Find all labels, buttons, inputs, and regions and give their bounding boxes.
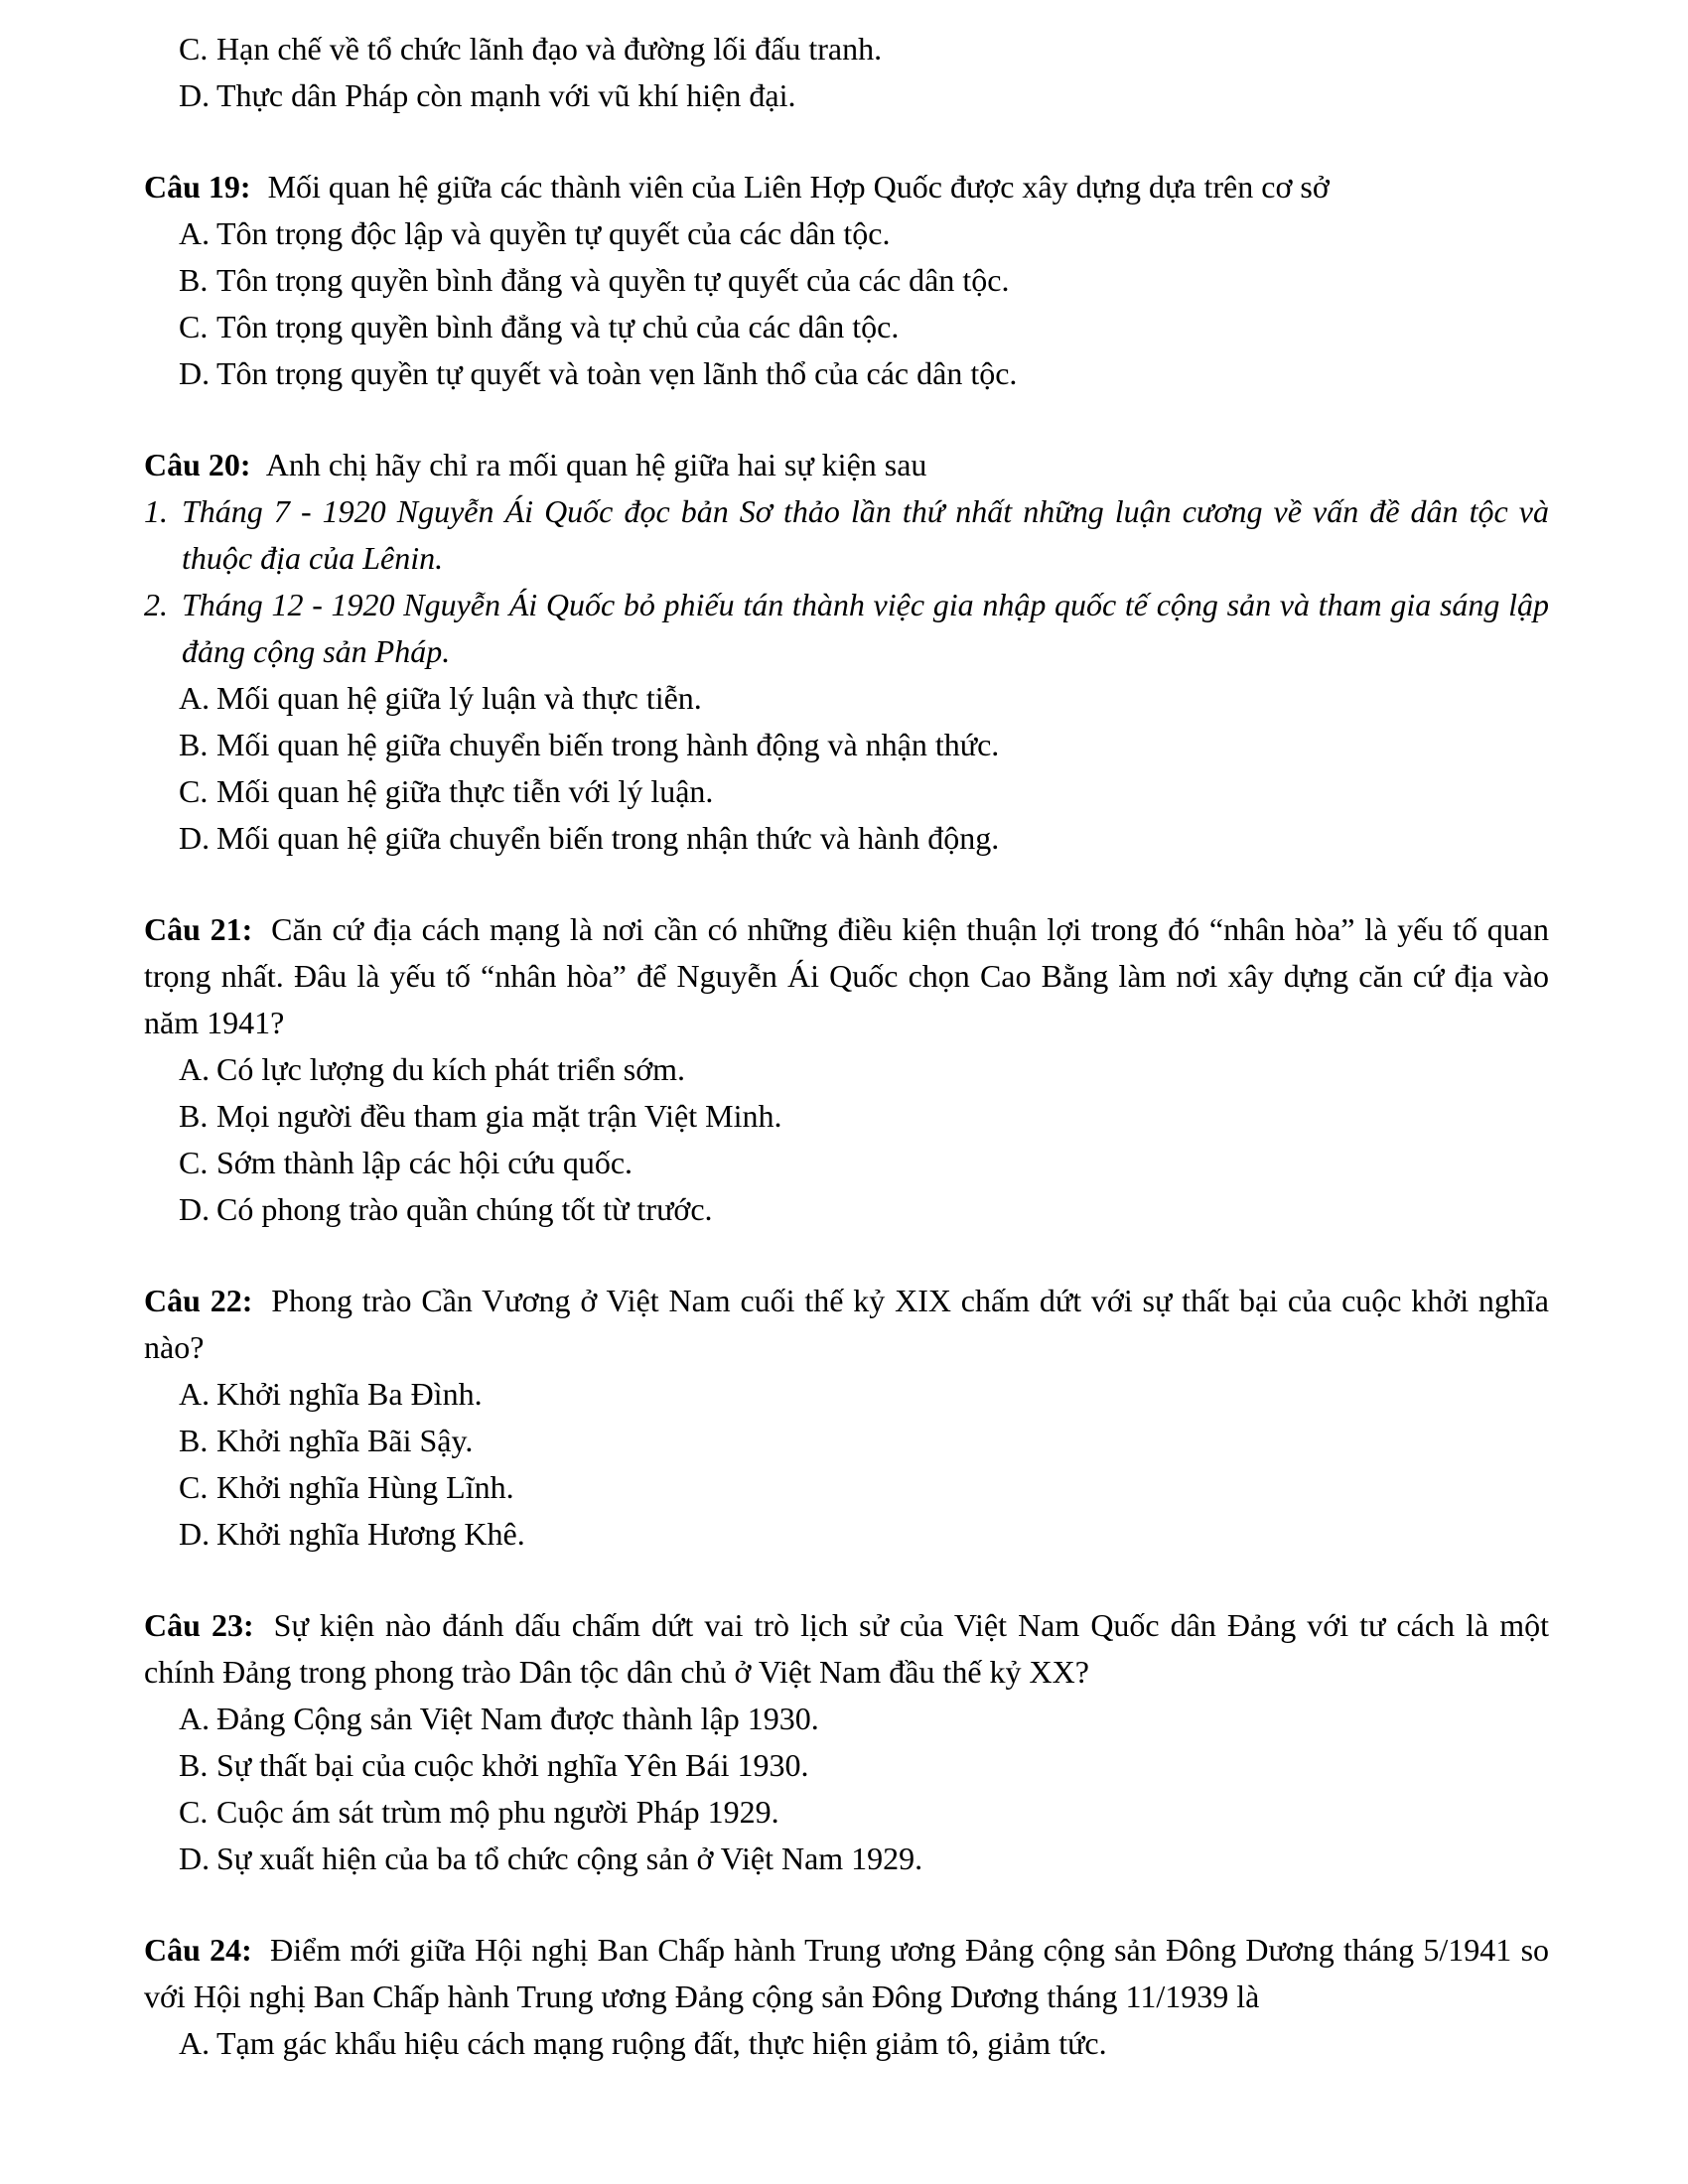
option-text: Có lực lượng du kích phát triển sớm. [216, 1051, 686, 1087]
option-text: Tôn trọng độc lập và quyền tự quyết của các dân tộc. [216, 215, 891, 251]
option-letter: B. [179, 262, 209, 298]
question-22 [144, 1278, 1549, 1558]
option-text: Khởi nghĩa Bãi Sậy. [216, 1423, 474, 1458]
option-text: Mối quan hệ giữa thực tiễn với lý luận. [216, 773, 714, 809]
question-21 [144, 906, 1549, 1233]
question-22-text: Phong trào Cần Vương ở Việt Nam cuối thế kỷ XIX chấm dứt với sự thất bại của cuộc khởi nghĩa nào? [144, 1283, 1550, 1365]
question-20-label: Câu 20: [144, 447, 251, 482]
option-text: Mối quan hệ giữa chuyển biến trong hành động và nhận thức. [216, 727, 1000, 762]
option-letter: B. [179, 1747, 209, 1783]
question-22-option-c [144, 1464, 1549, 1511]
event-number: 2. [144, 587, 168, 622]
question-23-label: Câu 23: [144, 1607, 254, 1643]
option-text: Khởi nghĩa Hùng Lĩnh. [216, 1469, 514, 1505]
question-24 [144, 1927, 1549, 2067]
option-text: Sớm thành lập các hội cứu quốc. [216, 1145, 633, 1180]
question-20-option-a [144, 675, 1549, 722]
option-text: Hạn chế về tổ chức lãnh đạo và đường lối đấu tranh. [216, 31, 883, 67]
question-23-option-b [144, 1742, 1549, 1789]
question-24-text: Điểm mới giữa Hội nghị Ban Chấp hành Trung ương Đảng cộng sản Đông Dương tháng 5/1941 so với Hội nghị Ban Chấp hành Trung ương Đảng cộng sản Đông Dương tháng 11/1939 là [144, 1932, 1550, 2014]
option-text: Tôn trọng quyền tự quyết và toàn vẹn lãnh thổ của các dân tộc. [216, 355, 1018, 391]
option-letter: A. [179, 1701, 211, 1736]
question-22-paragraph [144, 1278, 1549, 1371]
question-23-option-d [144, 1836, 1549, 1882]
option-text: Sự thất bại của cuộc khởi nghĩa Yên Bái 1930. [216, 1747, 809, 1783]
option-letter: D. [179, 355, 211, 391]
question-19-option-c [144, 304, 1549, 350]
question-24-label: Câu 24: [144, 1932, 252, 1968]
question-19-option-a [144, 210, 1549, 257]
question-21-option-b [144, 1093, 1549, 1140]
option-letter: A. [179, 1376, 211, 1412]
option-letter: B. [179, 727, 209, 762]
question-19-label: Câu 19: [144, 169, 251, 205]
option-text: Cuộc ám sát trùm mộ phu người Pháp 1929. [216, 1794, 779, 1830]
option-letter: A. [179, 680, 211, 716]
question-24-paragraph [144, 1927, 1549, 2020]
option-letter: C. [179, 1469, 209, 1505]
option-letter: C. [179, 309, 209, 344]
question-20-option-b [144, 722, 1549, 768]
option-text: Thực dân Pháp còn mạnh với vũ khí hiện đại. [216, 77, 796, 113]
question-22-label: Câu 22: [144, 1283, 253, 1318]
option-letter: D. [179, 77, 211, 113]
question-21-option-d [144, 1186, 1549, 1233]
question-23 [144, 1602, 1549, 1882]
question-19 [144, 164, 1549, 397]
question-23-text: Sự kiện nào đánh dấu chấm dứt vai trò lịch sử của Việt Nam Quốc dân Đảng với tư cách là một chính Đảng trong phong trào Dân tộc dân chủ ở Việt Nam đầu thế kỷ XX? [144, 1607, 1549, 1690]
option-text: Có phong trào quần chúng tốt từ trước. [216, 1191, 713, 1227]
question-20-option-c [144, 768, 1549, 815]
question-24-option-a [144, 2020, 1549, 2067]
option-text: Mối quan hệ giữa chuyển biến trong nhận thức và hành động. [216, 820, 1000, 856]
question-18-option-c [144, 26, 1549, 72]
event-text: Tháng 7 - 1920 Nguyễn Ái Quốc đọc bản Sơ thảo lần thứ nhất những luận cương về vấn đề dân tộc và thuộc địa của Lênin. [182, 493, 1549, 576]
question-20-text: Anh chị hãy chỉ ra mối quan hệ giữa hai sự kiện sau [265, 447, 927, 482]
question-22-option-a [144, 1371, 1549, 1418]
option-letter: A. [179, 215, 211, 251]
option-letter: C. [179, 1145, 209, 1180]
option-letter: D. [179, 1191, 211, 1227]
question-21-option-a [144, 1046, 1549, 1093]
option-letter: D. [179, 1841, 211, 1876]
question-22-option-d [144, 1511, 1549, 1558]
question-19-option-b [144, 257, 1549, 304]
question-20-event-1 [144, 488, 1549, 582]
option-letter: A. [179, 1051, 211, 1087]
option-text: Khởi nghĩa Ba Đình. [216, 1376, 483, 1412]
question-19-text: Mối quan hệ giữa các thành viên của Liên Hợp Quốc được xây dựng dựa trên cơ sở [267, 169, 1330, 205]
option-text: Khởi nghĩa Hương Khê. [216, 1516, 525, 1552]
question-23-option-c [144, 1789, 1549, 1836]
question-19-option-d [144, 350, 1549, 397]
option-letter: B. [179, 1423, 209, 1458]
option-letter: C. [179, 31, 209, 67]
option-text: Tôn trọng quyền bình đẳng và tự chủ của các dân tộc. [216, 309, 900, 344]
question-21-option-c [144, 1140, 1549, 1186]
option-letter: C. [179, 773, 209, 809]
question-21-label: Câu 21: [144, 911, 253, 947]
event-number: 1. [144, 493, 168, 529]
question-20-paragraph [144, 442, 1549, 488]
question-19-paragraph [144, 164, 1549, 210]
question-18-options [144, 26, 1549, 119]
option-text: Tạm gác khẩu hiệu cách mạng ruộng đất, thực hiện giảm tô, giảm tức. [216, 2025, 1107, 2061]
question-20-option-d [144, 815, 1549, 862]
question-22-option-b [144, 1418, 1549, 1464]
option-text: Tôn trọng quyền bình đẳng và quyền tự quyết của các dân tộc. [216, 262, 1010, 298]
option-letter: D. [179, 1516, 211, 1552]
question-20 [144, 442, 1549, 862]
option-letter: A. [179, 2025, 211, 2061]
option-text: Sự xuất hiện của ba tổ chức cộng sản ở Việt Nam 1929. [216, 1841, 923, 1876]
option-letter: C. [179, 1794, 209, 1830]
option-text: Đảng Cộng sản Việt Nam được thành lập 1930. [216, 1701, 819, 1736]
question-21-text: Căn cứ địa cách mạng là nơi cần có những điều kiện thuận lợi trong đó “nhân hòa” là yếu tố quan trọng nhất. Đâu là yếu tố “nhân hòa” để Nguyễn Ái Quốc chọn Cao Bằng làm nơi xây dựng căn cứ địa vào năm 1941? [144, 911, 1550, 1040]
question-23-paragraph [144, 1602, 1549, 1696]
option-letter: D. [179, 820, 211, 856]
question-18-option-d [144, 72, 1549, 119]
question-23-option-a [144, 1696, 1549, 1742]
question-21-paragraph [144, 906, 1549, 1046]
option-text: Mọi người đều tham gia mặt trận Việt Minh. [216, 1098, 782, 1134]
option-text: Mối quan hệ giữa lý luận và thực tiễn. [216, 680, 702, 716]
question-20-event-2 [144, 582, 1549, 675]
option-letter: B. [179, 1098, 209, 1134]
event-text: Tháng 12 - 1920 Nguyễn Ái Quốc bỏ phiếu tán thành việc gia nhập quốc tế cộng sản và tham gia sáng lập đảng cộng sản Pháp. [182, 587, 1549, 669]
